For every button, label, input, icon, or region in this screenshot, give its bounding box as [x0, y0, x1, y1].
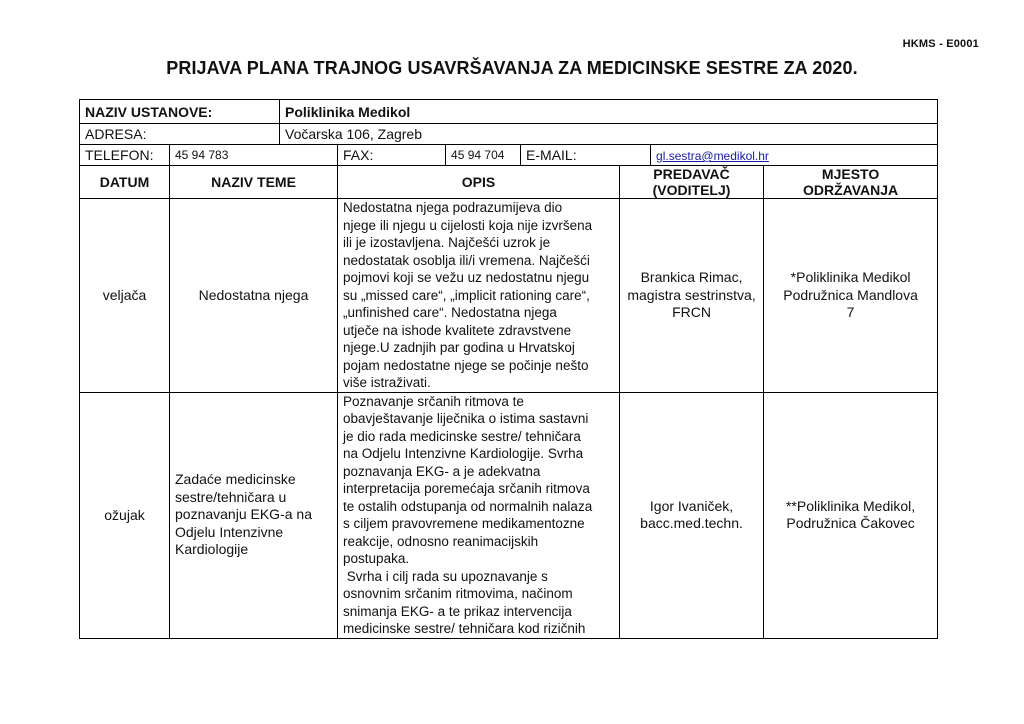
fax-label: FAX: — [338, 145, 446, 166]
institution-name-row — [80, 100, 938, 124]
location-line: Podružnica Mandlova — [783, 286, 918, 303]
institution-name-value: Poliklinika Medikol — [280, 100, 938, 124]
table-row — [80, 199, 938, 393]
description-line: postupaka. — [343, 551, 410, 566]
topic-line: poznavanju EKG-a na — [175, 506, 312, 523]
topic-line: Odjelu Intenzivne — [175, 523, 284, 540]
lecturer-line: bacc.med.techn. — [640, 515, 743, 531]
description-line: obavještavanje liječnika o istima sastavni — [343, 411, 589, 426]
lecturer-line: FRCN — [672, 304, 711, 320]
row-date: veljača — [80, 199, 170, 393]
description-line: poznavanja EKG- a je adekvatna — [343, 463, 541, 479]
description-line: Poznavanje srčanih ritmova te — [343, 393, 524, 409]
row-description — [338, 392, 620, 638]
phone-value: 45 94 783 — [170, 145, 338, 166]
description-line: pojam nedostatne njege se počinje nešto — [343, 357, 589, 373]
row-topic — [170, 199, 338, 393]
description-line: snimanja EKG- a te prikaz intervencija — [343, 603, 572, 619]
document-title: PRIJAVA PLANA TRAJNOG USAVRŠAVANJA ZA MEDICINSKE SESTRE ZA 2020. — [166, 58, 858, 78]
institution-name-label: NAZIV USTANOVE: — [80, 100, 280, 124]
table-row — [80, 392, 938, 638]
col-date: DATUM — [80, 166, 170, 199]
email-label: E-MAIL: — [521, 145, 651, 166]
location-line: *Poliklinika Medikol — [790, 269, 911, 285]
col-description: OPIS — [338, 166, 620, 199]
fax-value: 45 94 704 — [446, 145, 521, 166]
location-line: 7 — [846, 304, 855, 320]
description-line: reakcije, odnosno reanimacijskih — [343, 533, 539, 549]
address-label: ADRESA: — [80, 124, 280, 145]
lecturer-line: Igor Ivaniček, — [649, 497, 734, 514]
column-header-row — [80, 166, 938, 199]
row-date: ožujak — [80, 392, 170, 638]
description-line: Nedostatna njega podrazumijeva dio — [343, 200, 563, 215]
row-description — [338, 199, 620, 393]
description-line: te ostalih odstupanja od normalnih nalaza — [343, 498, 593, 514]
description-line: ili je izostavljena. Najčešći uzrok je — [343, 235, 551, 250]
address-value: Vočarska 106, Zagreb — [280, 124, 938, 145]
col-topic: NAZIV TEME — [170, 166, 338, 199]
description-line: na Odjelu Intenzivne Kardiologije. Svrha — [343, 446, 584, 461]
row-topic — [170, 392, 338, 638]
description-line: utječe na ishode kvalitete zdravstvene — [343, 322, 572, 338]
description-line: je dio rada medicinske sestre/ tehničara — [343, 428, 581, 444]
location-line: **Poliklinika Medikol, — [785, 497, 916, 514]
col-lecturer-line1: PREDAVAČ — [653, 166, 730, 182]
description-line: njege.U zadnjih par godina u Hrvatskoj — [343, 340, 575, 355]
email-cell — [651, 145, 938, 166]
lecturer-line: Brankica Rimac, — [640, 269, 743, 285]
description-line: „unfinished care“. Nedostatna njega — [343, 305, 557, 320]
plan-table — [79, 99, 938, 639]
topic-line: Nedostatna njega — [198, 286, 309, 303]
description-line: s ciljem pravovremene medikamentozne — [343, 516, 585, 531]
topic-line: sestre/tehničara u — [175, 488, 287, 505]
email-link[interactable]: gl.sestra@medikol.hr — [656, 149, 769, 163]
description-line: interpretacija poremećaja srčanih ritmova — [343, 481, 590, 496]
contact-row — [80, 145, 938, 166]
col-lecturer — [620, 166, 764, 199]
col-location — [764, 166, 938, 199]
document-code: HKMS - E0001 — [902, 38, 979, 50]
description-line: osnovnim srčanim ritmovima, načinom — [343, 586, 573, 601]
description-line: više istraživati. — [343, 375, 431, 390]
description-line: nedostatak osoblja ili/i vremena. Najčešći — [343, 252, 590, 268]
description-line: Svrha i cilj rada su upoznavanje s — [343, 568, 548, 584]
col-lecturer-line2: (VODITELJ) — [652, 182, 731, 198]
phone-label: TELEFON: — [80, 145, 170, 166]
description-line: su „missed care“, „implicit rationing care“, — [343, 287, 590, 303]
row-lecturer — [620, 392, 764, 638]
row-location — [764, 392, 938, 638]
description-line: pojmovi koji se vežu uz nedostatnu njegu — [343, 270, 590, 285]
lecturer-line: magistra sestrinstva, — [627, 286, 756, 303]
address-row — [80, 124, 938, 145]
col-location-line2: ODRŽAVANJA — [803, 182, 899, 198]
topic-line: Kardiologije — [175, 541, 249, 558]
row-lecturer — [620, 199, 764, 393]
description-line: medicinske sestre/ tehničara kod rizičnih — [343, 621, 586, 636]
description-line: njege ili njegu u cijelosti koja nije izvršena — [343, 217, 593, 233]
col-location-line1: MJESTO — [821, 166, 880, 182]
location-line: Podružnica Čakovec — [786, 515, 915, 531]
topic-line: Zadaće medicinske — [175, 471, 296, 488]
row-location — [764, 199, 938, 393]
